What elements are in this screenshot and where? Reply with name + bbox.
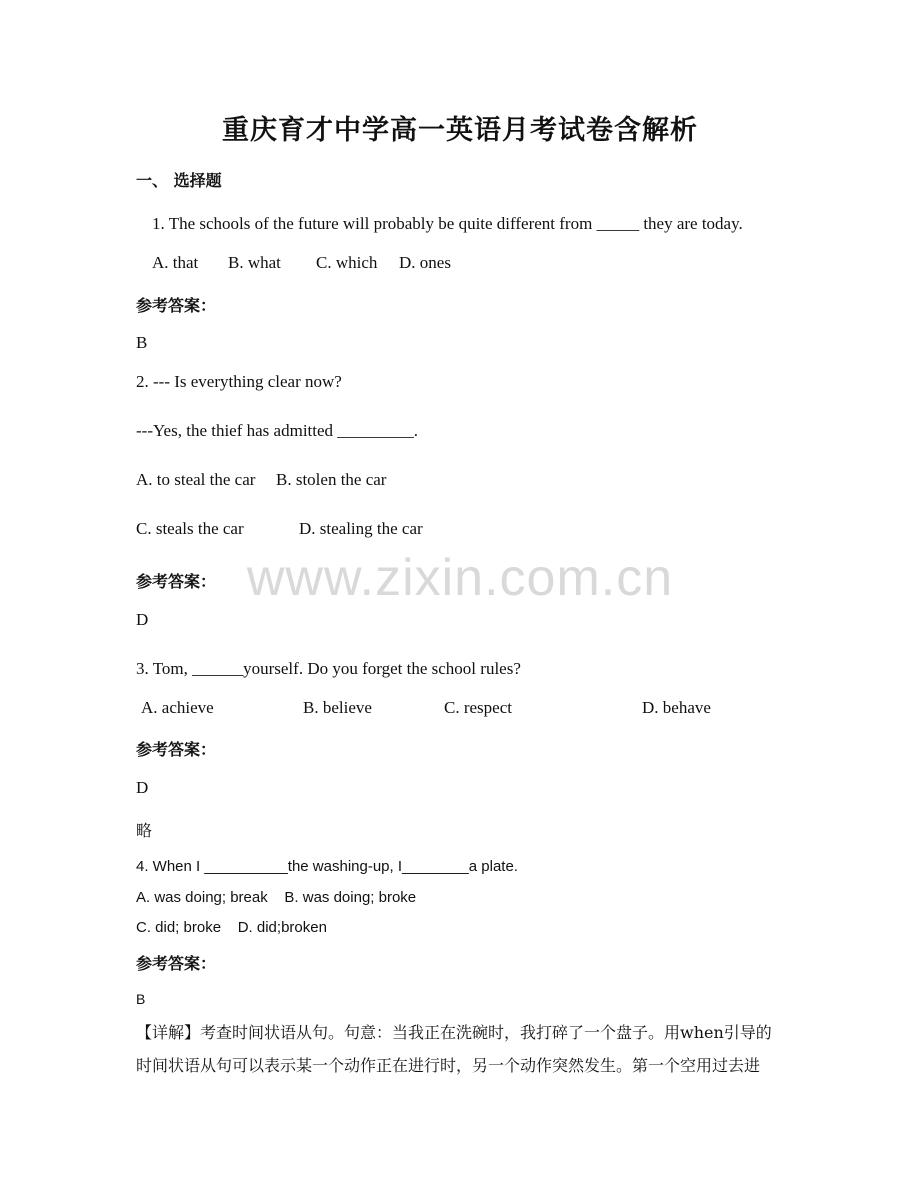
q3-stem: 3. Tom, ______yourself. Do you forget the school rules? (136, 659, 521, 678)
q3-option-a: A. achieve (141, 698, 214, 717)
q3-answer-label: 参考答案： (136, 740, 217, 759)
q3-note: 略 (136, 821, 153, 840)
q2-option-c: C. steals the car (136, 519, 244, 538)
q4-answer: B (136, 991, 146, 1007)
q2-option-d: D. stealing the car (299, 519, 423, 538)
q4-explanation-line-1: 【详解】考查时间状语从句。句意：当我正在洗碗时，我打碎了一个盘子。用when引导的 (136, 1023, 772, 1042)
q3-option-d: D. behave (642, 698, 711, 717)
section-heading: 一、 选择题 (136, 171, 222, 190)
q4-stem: 4. When I __________the washing-up, I________a plate. (136, 858, 518, 875)
q4-options-line-2: C. did; broke D. did;broken (136, 919, 327, 936)
q4-explanation-line-2: 时间状语从句可以表示某一个动作正在进行时，另一个动作突然发生。第一个空用过去进 (136, 1056, 761, 1075)
q2-stem-1: 2. --- Is everything clear now? (136, 372, 342, 391)
q2-answer-label: 参考答案： (136, 572, 217, 591)
q4-answer-label: 参考答案： (136, 954, 217, 973)
q1-answer: B (136, 333, 148, 352)
watermark: www.zixin.com.cn (246, 549, 674, 607)
q1-answer-label: 参考答案： (136, 296, 217, 315)
q4-options-line-1: A. was doing; break B. was doing; broke (136, 889, 417, 906)
q1-option-b: B. what (228, 253, 281, 272)
q2-option-a: A. to steal the car (136, 470, 256, 489)
q2-option-b: B. stolen the car (276, 470, 387, 489)
page-title: 重庆育才中学高一英语月考试卷含解析 (222, 115, 698, 146)
q1-stem: 1. The schools of the future will probably be quite different from _____ they are today. (152, 214, 743, 233)
q3-option-b: B. believe (303, 698, 372, 717)
q1-option-c: C. which (316, 253, 378, 272)
q2-answer: D (136, 610, 149, 629)
q1-option-a: A. that (152, 253, 199, 272)
q1-option-d: D. ones (399, 253, 451, 272)
q3-answer: D (136, 778, 149, 797)
q3-option-c: C. respect (444, 698, 512, 717)
q2-stem-2: ---Yes, the thief has admitted _________. (136, 421, 419, 440)
